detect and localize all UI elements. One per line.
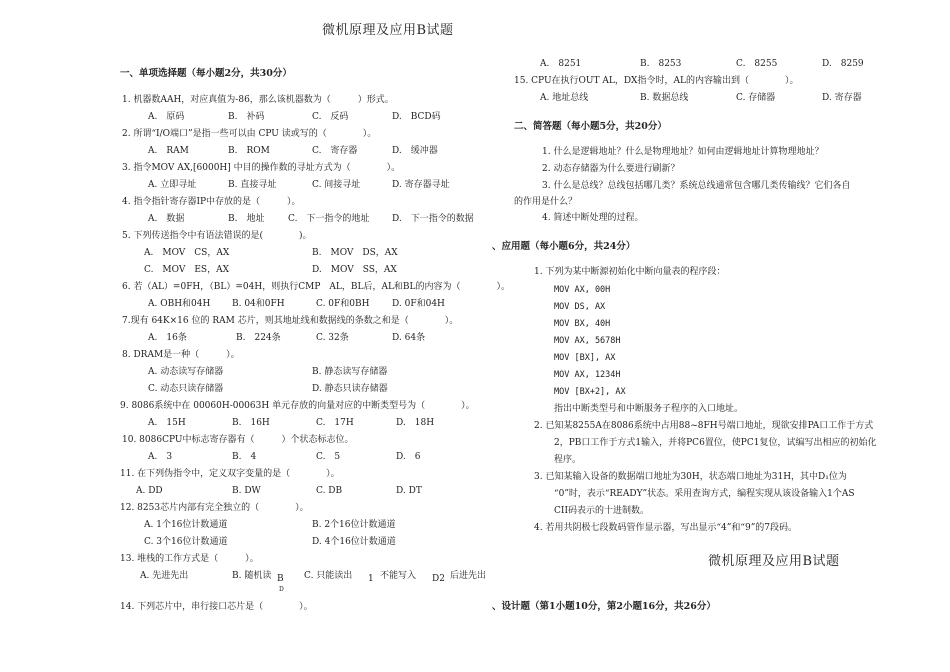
app-question-1: 1. 下列为某中断源初始化中断向量表的程序段： bbox=[534, 267, 726, 277]
app-question-2: 2. 已知某8255A在8086系统中占用88~8FH号端口地址，现欲安排PA口工作于方式 bbox=[534, 421, 874, 431]
app-question-3: 3. 已知某输入设备的数据端口地址为30H，状态端口地址为31H，其中D₁位为 bbox=[534, 472, 847, 482]
option: C. DB bbox=[316, 486, 343, 496]
option: D. MOV SS，AX bbox=[312, 265, 397, 275]
short-question-3-cont: 的作用是什么？ bbox=[514, 197, 578, 207]
page-title-repeat: 微机原理及应用B试题 bbox=[708, 554, 840, 569]
code-line: MOV [BX+2], AX bbox=[554, 387, 626, 397]
option: D. 4个16位计数通道 bbox=[312, 537, 396, 547]
option: C. 动态只读存储器 bbox=[148, 384, 224, 394]
option: A. 16条 bbox=[148, 333, 187, 343]
option: B. 地址 bbox=[228, 214, 265, 224]
option: B. 补码 bbox=[228, 112, 265, 122]
section-heading-design: 、设计题（第1小题10分，第2小题16分，共26分） bbox=[492, 601, 716, 612]
question-9: 9. 8086系统中在 00060H-00063H 单元存放的向量对应的中断类型号为（ ）。 bbox=[120, 401, 475, 411]
option: C. 5 bbox=[316, 452, 341, 462]
option: D. 0F和04H bbox=[392, 299, 445, 309]
question-12: 12. 8253芯片内部有完全独立的（ ）。 bbox=[120, 503, 309, 513]
page-title: 微机原理及应用B试题 bbox=[322, 23, 454, 38]
code-line: MOV AX, 00H bbox=[554, 285, 611, 295]
scan-artifact-mark: B bbox=[277, 574, 284, 584]
option: C. 3个16位计数通道 bbox=[144, 537, 228, 547]
option: A. 立即寻址 bbox=[148, 180, 197, 190]
option: D. 下一指令的数据 bbox=[392, 214, 474, 224]
question-10: 10. 8086CPU中标志寄存器有（ ）个状态标志位。 bbox=[122, 435, 354, 445]
section-heading-choice: 一、单项选择题（每小题2分，共30分） bbox=[120, 68, 292, 79]
option: A. 地址总线 bbox=[540, 93, 589, 103]
option: C. 下一指令的地址 bbox=[288, 214, 370, 224]
option: C. 0F和0BH bbox=[316, 299, 370, 309]
option: A. 15H bbox=[148, 418, 186, 428]
option: A. 数据 bbox=[148, 214, 185, 224]
code-line: MOV [BX], AX bbox=[554, 353, 616, 363]
option: B. 静态读写存储器 bbox=[312, 367, 388, 377]
option: C. 只能读出 bbox=[304, 571, 353, 581]
option: B. 直接寻址 bbox=[228, 180, 277, 190]
scan-artifact-mark: D bbox=[279, 586, 284, 593]
option: B. 4 bbox=[232, 452, 257, 462]
option: B. 8253 bbox=[640, 59, 682, 69]
option: A. OBH和04H bbox=[148, 299, 211, 309]
question-2: 2. 所谓“I/O端口”是指一些可以由 CPU 读或写的（ ）。 bbox=[122, 129, 377, 139]
question-6: 6. 若（AL）=0FH，（BL）=04H，则执行CMP AL，BL后，AL和BL的内容为（ ）。 bbox=[122, 282, 511, 292]
option: C. MOV ES，AX bbox=[144, 265, 230, 275]
option: C. 寄存器 bbox=[312, 146, 358, 156]
scan-artifact-mark: 1 bbox=[368, 574, 374, 584]
option: D. 18H bbox=[396, 418, 435, 428]
option: D. 缓冲器 bbox=[392, 146, 438, 156]
question-11: 11. 在下列伪指令中，定义双字变量的是（ ）。 bbox=[120, 469, 340, 479]
option: C. 32条 bbox=[316, 333, 349, 343]
question-15: 15. CPU在执行OUT AL，DX指令时，AL的内容输出到（ ）。 bbox=[514, 76, 799, 86]
option: C. 存储器 bbox=[736, 93, 776, 103]
code-line: MOV AX, 1234H bbox=[554, 370, 621, 380]
section-heading-short-answer: 二、简答题（每小题5分，共20分） bbox=[514, 121, 667, 132]
option: D. 寄存器 bbox=[822, 93, 862, 103]
option: B. 16H bbox=[232, 418, 270, 428]
option: D. 8259 bbox=[822, 59, 864, 69]
option: B. ROM bbox=[228, 146, 270, 156]
app-question-4: 4. 若用共阴极七段数码管作显示器，写出显示“4”和“9”的7段码。 bbox=[534, 523, 798, 533]
short-question-4: 4. 简述中断处理的过程。 bbox=[542, 213, 644, 223]
question-8: 8. DRAM是一种（ ）。 bbox=[122, 350, 240, 360]
code-line: MOV DS, AX bbox=[554, 302, 606, 312]
short-question-2: 2. 动态存储器为什么要进行刷新？ bbox=[542, 164, 680, 174]
option: B. 2个16位计数通道 bbox=[312, 520, 396, 530]
question-7: 7.现有 64K×16 位的 RAM 芯片，则其地址线和数据线的条数之和是（ ）。 bbox=[122, 316, 459, 326]
option: A. 8251 bbox=[540, 59, 582, 69]
option: A. MOV CS，AX bbox=[144, 248, 230, 258]
option: D. 寄存器寻址 bbox=[392, 180, 450, 190]
code-line: MOV BX, 40H bbox=[554, 319, 611, 329]
app-question-2-cont: 程序。 bbox=[554, 455, 582, 465]
option: B. DW bbox=[232, 486, 261, 496]
option: A. 原码 bbox=[148, 112, 185, 122]
option: B. 04和0FH bbox=[232, 299, 285, 309]
app-question-3-cont: CII码表示的十进制数。 bbox=[554, 506, 649, 516]
option: A. 先进先出 bbox=[140, 571, 189, 581]
option: D. 64条 bbox=[392, 333, 426, 343]
question-4: 4. 指令指针寄存器IP中存放的是（ ）。 bbox=[122, 197, 301, 207]
scan-artifact-mark: D2 bbox=[432, 574, 445, 584]
option: A. 1个16位计数通道 bbox=[144, 520, 228, 530]
question-5: 5. 下列传送指令中有语法错误的是( )。 bbox=[122, 231, 312, 241]
option: C. 8255 bbox=[736, 59, 778, 69]
question-14: 14. 下列芯片中，串行接口芯片是（ ）。 bbox=[120, 602, 313, 612]
option: D. BCD码 bbox=[392, 112, 441, 122]
app-question-3-cont: “0”时，表示“READY”状态。采用查询方式，编程实现从该设备输入1个AS bbox=[554, 489, 855, 499]
question-13: 13. 堆栈的工作方式是（ ）。 bbox=[120, 554, 259, 564]
option: C. 反码 bbox=[312, 112, 349, 122]
short-question-1: 1. 什么是逻辑地址？什么是物理地址？如何由逻辑地址计算物理地址？ bbox=[542, 147, 824, 157]
option: A. 动态读写存储器 bbox=[148, 367, 224, 377]
option: A. 3 bbox=[148, 452, 173, 462]
question-1: 1. 机器数AAH，对应真值为-86，那么该机器数为（ ）形式。 bbox=[122, 95, 394, 105]
code-line: MOV AX, 5678H bbox=[554, 336, 621, 346]
option: B. 随机读 bbox=[232, 571, 272, 581]
question-3: 3. 指令MOV AX,[6000H] 中目的操作数的寻址方式为（ ）。 bbox=[122, 163, 401, 173]
option: C. 17H bbox=[316, 418, 354, 428]
short-question-3: 3. 什么是总线？总线包括哪几类？系统总线通常包含哪几类传输线？它们各自 bbox=[542, 181, 851, 191]
option: B. 数据总线 bbox=[640, 93, 689, 103]
app-question-1-tail: 指出中断类型号和中断服务子程序的入口地址。 bbox=[554, 404, 744, 414]
option: 不能写入 bbox=[380, 571, 417, 581]
option: A. RAM bbox=[148, 146, 189, 156]
option: B. 224条 bbox=[236, 333, 281, 343]
option: D. DT bbox=[396, 486, 422, 496]
section-heading-application: 、应用题（每小题6分，共24分） bbox=[492, 241, 636, 252]
option: C. 间接寻址 bbox=[312, 180, 361, 190]
option: B. MOV DS，AX bbox=[312, 248, 398, 258]
option: A. DD bbox=[136, 486, 163, 496]
app-question-2-cont: 2，PB口工作于方式1输入，并将PC6置位，使PC1复位，试编写出相应的初始化 bbox=[554, 438, 877, 448]
option: 后进先出 bbox=[450, 571, 487, 581]
option: D. 静态只读存储器 bbox=[312, 384, 388, 394]
option: D. 6 bbox=[396, 452, 421, 462]
